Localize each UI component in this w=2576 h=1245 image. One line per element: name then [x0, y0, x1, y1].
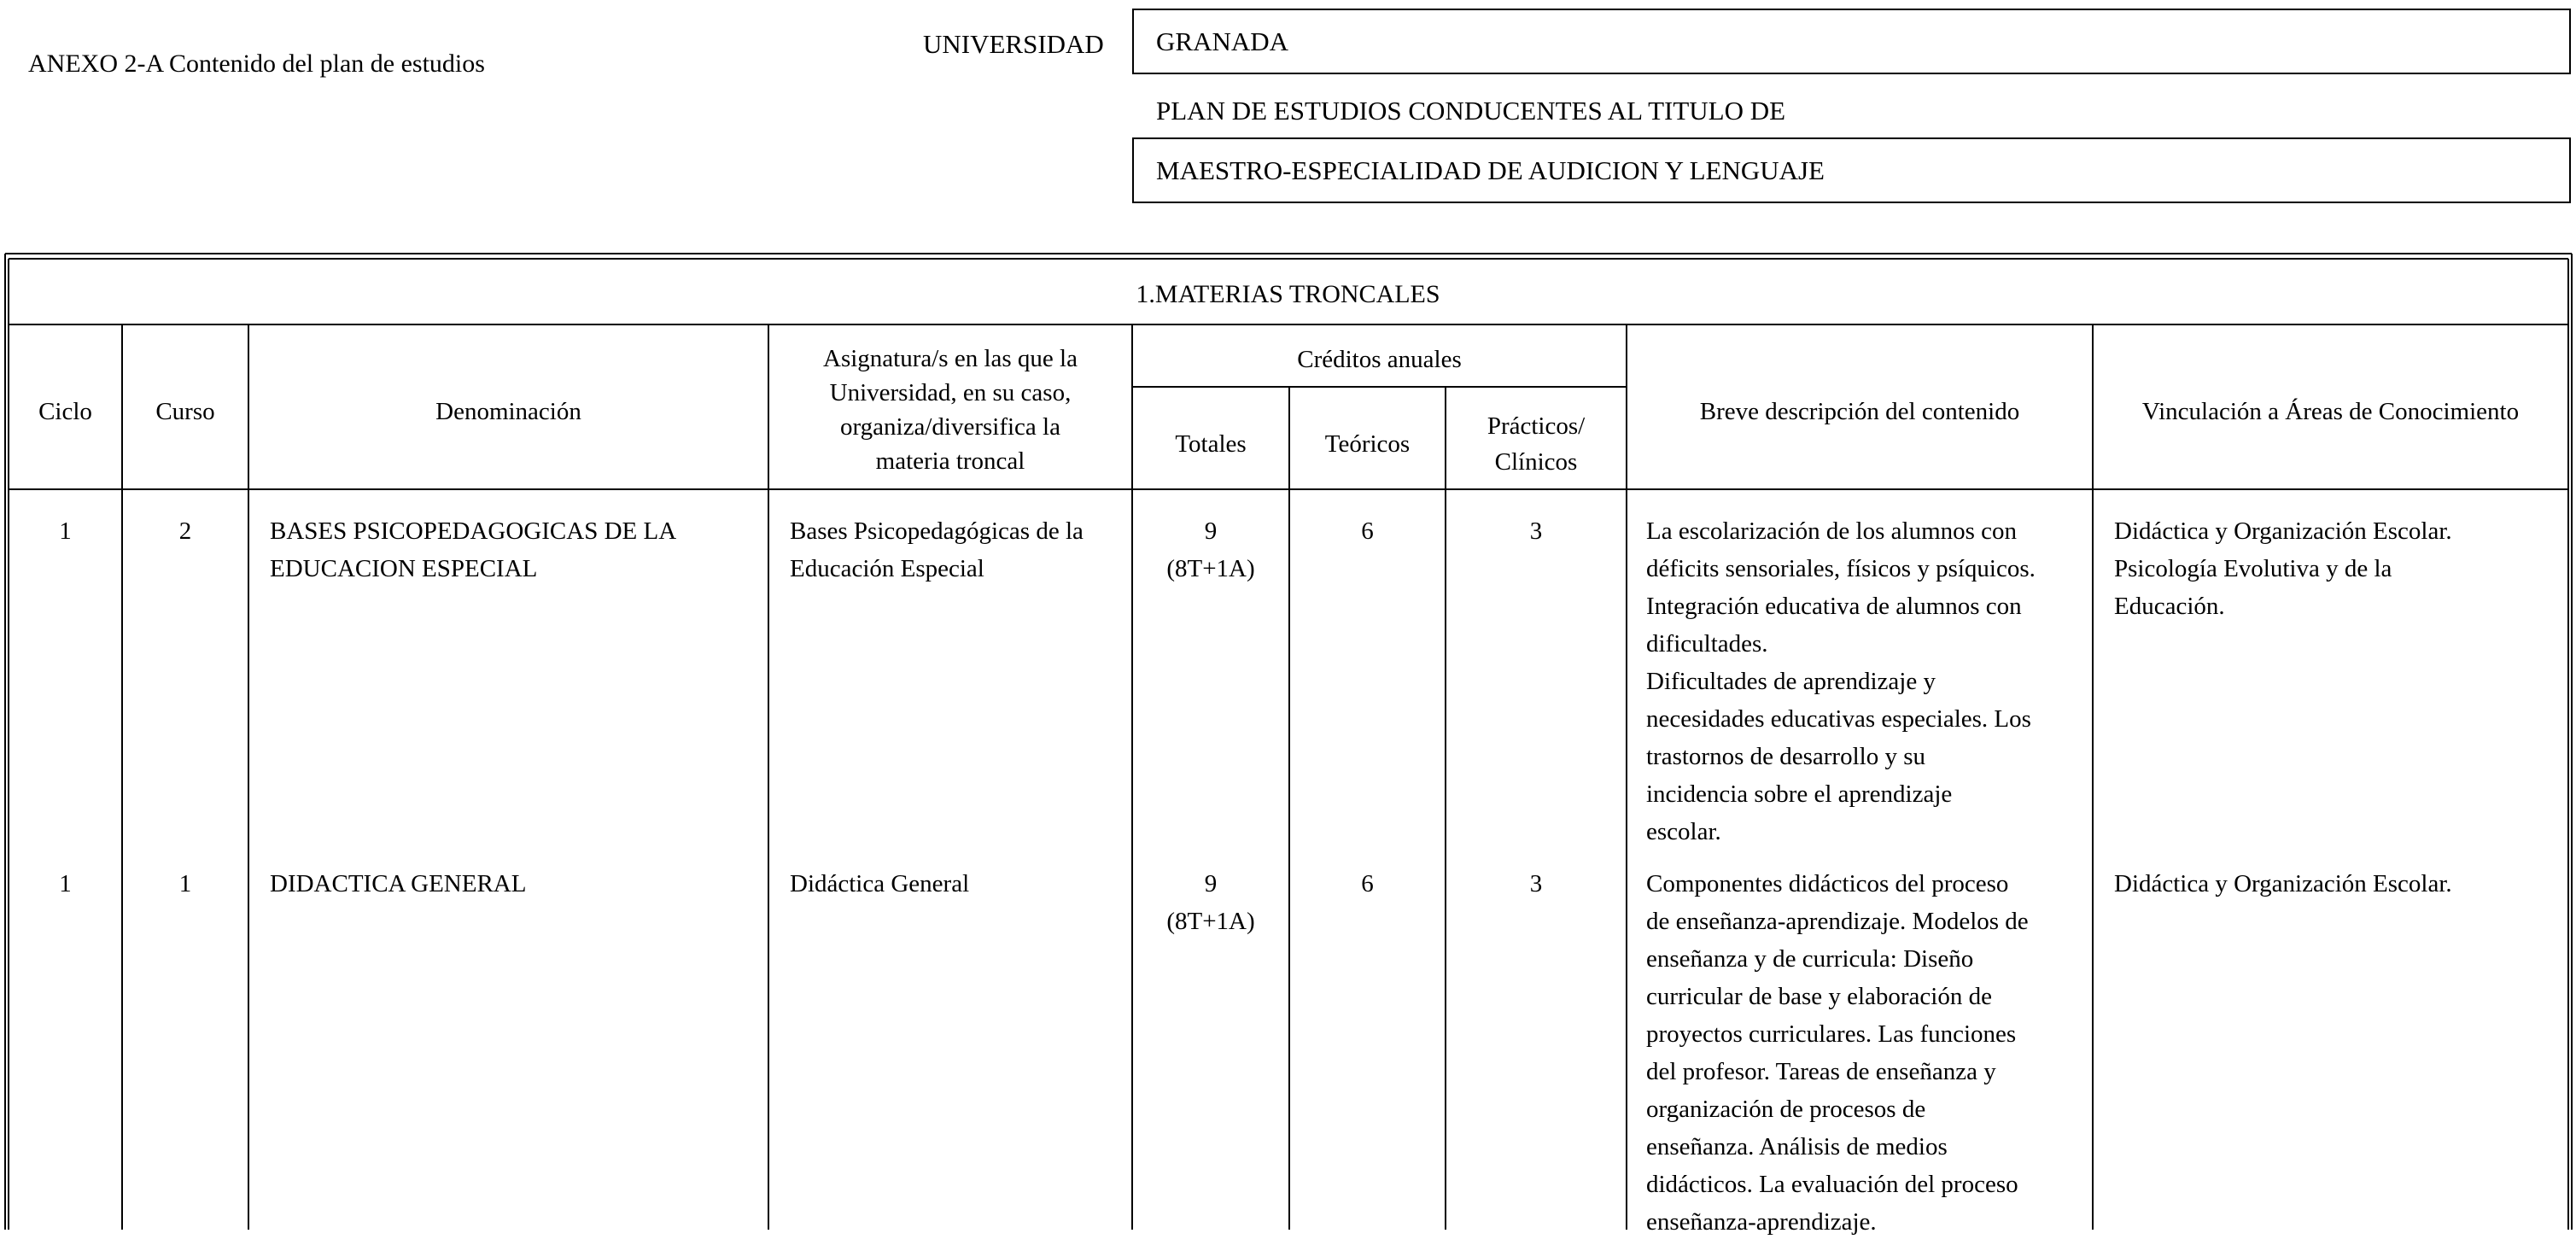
row-teoricos: 6 [1361, 517, 1374, 545]
section-title: 1.MATERIAS TRONCALES [1136, 280, 1440, 308]
descripcion-line: Dificultades de aprendizaje y [1646, 668, 1936, 695]
descripcion-line: déficits sensoriales, físicos y psíquicos. [1646, 555, 2036, 582]
row-vinculacion [2114, 512, 2452, 625]
row-totales [1132, 512, 1289, 587]
annex-title: ANEXO 2-A Contenido del plan de estudios [28, 50, 485, 78]
row-curso: 2 [178, 517, 192, 545]
row-asignatura [790, 865, 969, 903]
row-practicos: 3 [1529, 870, 1543, 897]
descripcion-line: proyectos curriculares. Las funciones [1646, 1020, 2017, 1048]
descripcion-line: organización de procesos de [1646, 1096, 1926, 1123]
vinculacion-line: Didáctica y Organización Escolar. [2114, 870, 2452, 897]
descripcion-line: La escolarización de los alumnos con [1646, 517, 2018, 545]
descripcion-line: trastornos de desarrollo y su [1646, 743, 1925, 770]
asignatura-header-line: organiza/diversifica la [840, 413, 1060, 441]
descripcion-line: incidencia sobre el aprendizaje [1646, 780, 1953, 808]
descripcion-line: del profesor. Tareas de enseñanza y [1646, 1058, 1996, 1085]
practicos-header-line: Prácticos/ [1487, 412, 1586, 440]
denominacion-line: BASES PSICOPEDAGOGICAS DE LA [270, 517, 677, 545]
degree-title-value: MAESTRO-ESPECIALIDAD DE AUDICION Y LENGUAJE [1156, 155, 1825, 185]
descripcion-line: de enseñanza-aprendizaje. Modelos de [1646, 908, 2029, 935]
totales-breakdown: (8T+1A) [1166, 555, 1255, 582]
asignatura-header-line: Universidad, en su caso, [829, 379, 1072, 406]
descripcion-line: enseñanza-aprendizaje. [1646, 1208, 1877, 1236]
descripcion-line: enseñanza y de curricula: Diseño [1646, 945, 1974, 973]
descripcion-line: Componentes didácticos del proceso [1646, 870, 2009, 897]
row-denominacion [270, 512, 676, 587]
descripcion-line: enseñanza. Análisis de medios [1646, 1133, 1948, 1160]
row-teoricos: 6 [1361, 870, 1374, 897]
totales-value: 9 [1204, 870, 1218, 897]
row-descripcion [1646, 865, 2029, 1241]
row-ciclo: 1 [59, 517, 72, 545]
row-practicos: 3 [1529, 517, 1543, 545]
row-denominacion [270, 865, 526, 903]
practicos-header-line: Clínicos [1494, 448, 1578, 476]
totales-value: 9 [1204, 517, 1218, 545]
col-header-vinculacion: Vinculación a Áreas de Conocimiento [2141, 398, 2520, 425]
asignatura-header-line: materia troncal [875, 447, 1025, 475]
descripcion-line: curricular de base y elaboración de [1646, 983, 1992, 1010]
descripcion-line: Integración educativa de alumnos con [1646, 593, 2022, 620]
denominacion-line: EDUCACION ESPECIAL [270, 555, 538, 582]
vinculacion-line: Educación. [2114, 593, 2225, 620]
descripcion-line: didácticos. La evaluación del proceso [1646, 1171, 2018, 1198]
descripcion-line: dificultades. [1646, 630, 1768, 658]
vinculacion-line: Didáctica y Organización Escolar. [2114, 517, 2452, 545]
plan-label: PLAN DE ESTUDIOS CONDUCENTES AL TITULO DE [1156, 96, 1786, 126]
col-header-asignatura [768, 342, 1132, 478]
col-header-descripcion: Breve descripción del contenido [1699, 398, 2020, 425]
denominacion-line: DIDACTICA GENERAL [270, 870, 527, 897]
row-curso: 1 [178, 870, 192, 897]
asignatura-line: Bases Psicopedagógicas de la [790, 517, 1084, 545]
university-label: UNIVERSIDAD [923, 29, 1104, 59]
totales-breakdown: (8T+1A) [1166, 908, 1255, 935]
row-vinculacion [2114, 865, 2452, 903]
col-header-teoricos: Teóricos [1324, 430, 1411, 458]
asignatura-header-line: Asignatura/s en las que la [823, 345, 1078, 372]
row-descripcion [1646, 512, 2036, 850]
descripcion-line: escolar. [1646, 818, 1721, 845]
university-value: GRANADA [1156, 26, 1288, 56]
col-header-totales: Totales [1175, 430, 1247, 458]
asignatura-line: Educación Especial [790, 555, 984, 582]
university-field [1132, 9, 2571, 74]
col-header-creditos: Créditos anuales [1297, 346, 1462, 373]
degree-title-field [1132, 137, 2571, 203]
col-header-curso: Curso [155, 398, 215, 425]
col-header-ciclo: Ciclo [38, 398, 92, 425]
row-ciclo: 1 [59, 870, 72, 897]
row-totales [1132, 865, 1289, 940]
descripcion-line: necesidades educativas especiales. Los [1646, 705, 2031, 733]
col-header-practicos [1446, 408, 1627, 480]
col-header-denominacion: Denominación [435, 398, 581, 425]
row-asignatura [790, 512, 1084, 587]
vinculacion-line: Psicología Evolutiva y de la [2114, 555, 2392, 582]
asignatura-line: Didáctica General [790, 870, 970, 897]
